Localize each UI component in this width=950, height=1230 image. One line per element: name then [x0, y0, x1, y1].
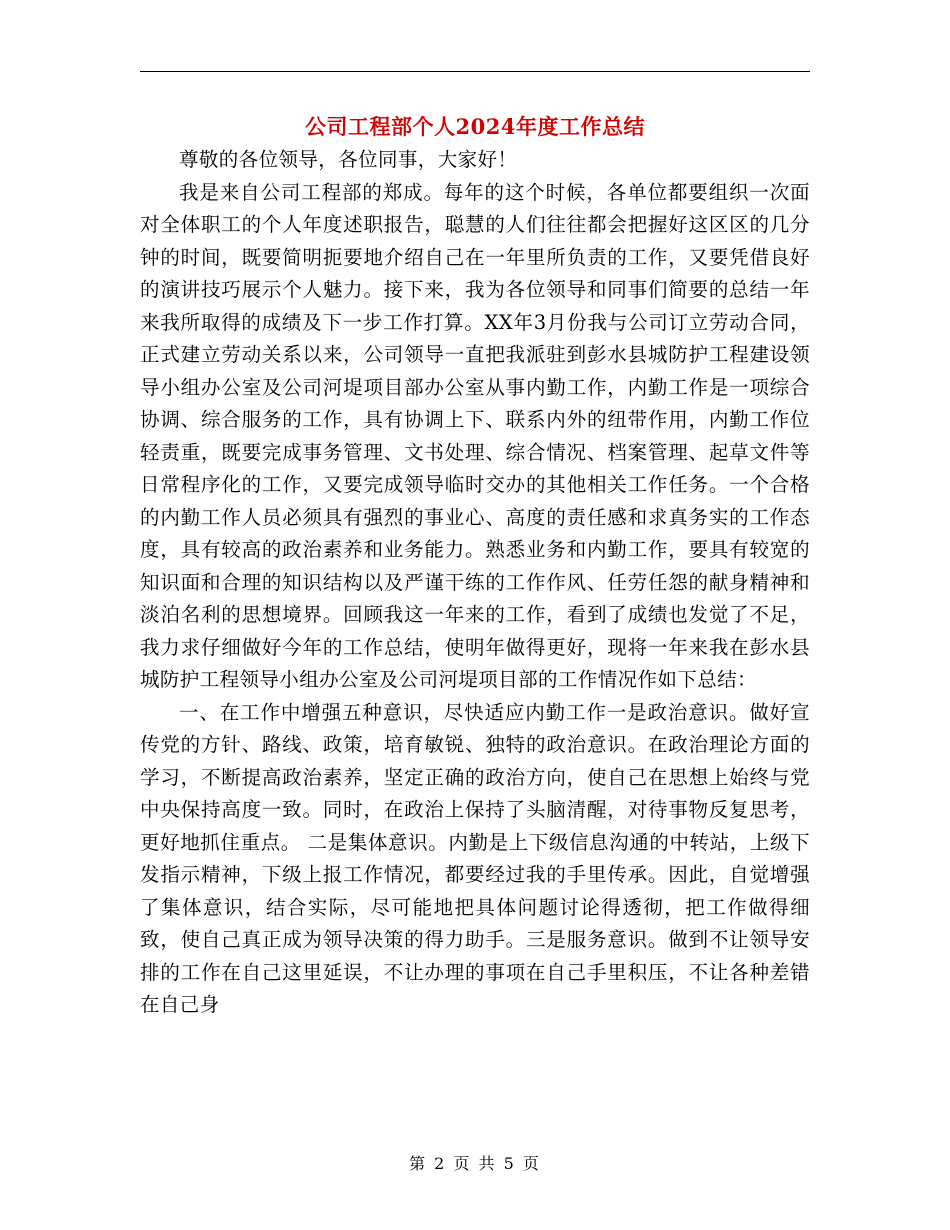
header-rule: [140, 71, 810, 72]
document-body: [140, 144, 810, 1022]
intro-paragraph: 我是来自公司工程部的郑成。每年的这个时候，各单位都要组织一次面对全体职工的个人年度述职报告，聪慧的人们往往都会把握好这区区的几分钟的时间，既要简明扼要地介绍自己在一年里所负责的工作，又要凭借良好的演讲技巧展示个人魅力。接下来，我为各位领导和同事们简要的总结一年来我所取得的成绩及下一步工作打算。XX年3月份我与公司订立劳动合同，正式建立劳动关系以来，公司领导一直把我派驻到彭水县城防护工程建设领导小组办公室及公司河堤项目部办公室从事内勤工作，内勤工作是一项综合协调、综合服务的工作，具有协调上下、联系内外的纽带作用，内勤工作位轻责重，既要完成事务管理、文书处理、综合情况、档案管理、起草文件等日常程序化的工作，又要完成领导临时交办的其他相关工作任务。一个合格的内勤工作人员必须具有强烈的事业心、高度的责任感和求真务实的工作态度，具有较高的政治素养和业务能力。熟悉业务和内勤工作，要具有较宽的知识面和合理的知识结构以及严谨干练的工作作风、任劳任怨的献身精神和淡泊名利的思想境界。回顾我这一年来的工作，看到了成绩也发觉了不足，我力求仔细做好今年的工作总结，使明年做得更好，现将一年来我在彭水县城防护工程领导小组办公室及公司河堤项目部的工作情况作如下总结：: [140, 180, 810, 691]
document-title: 公司工程部个人2024年度工作总结: [305, 114, 645, 139]
page-number-footer: 第 2 页 共 5 页: [409, 1154, 541, 1173]
section-one-paragraph: 一、在工作中增强五种意识，尽快适应内勤工作一是政治意识。做好宣传党的方针、路线、政策，培育敏锐、独特的政治意识。在政治理论方面的学习，不断提高政治素养，坚定正确的政治方向，使自己在思想上始终与党中央保持高度一致。同时，在政治上保持了头脑清醒，对待事物反复思考，更好地抓住重点。 二是集体意识。内勤是上下级信息沟通的中转站，上级下发指示精神，下级上报工作情况，都要经过我的手里传承。因此，自觉增强了集体意识，结合实际，尽可能地把具体问题讨论得透彻，把工作做得细致，使自己真正成为领导决策的得力助手。三是服务意识。做到不让领导安排的工作在自己这里延误，不让办理的事项在自己手里积压，不让各种差错在自己身: [140, 700, 810, 1016]
greeting-paragraph: 尊敬的各位领导，各位同事，大家好！: [179, 148, 518, 171]
